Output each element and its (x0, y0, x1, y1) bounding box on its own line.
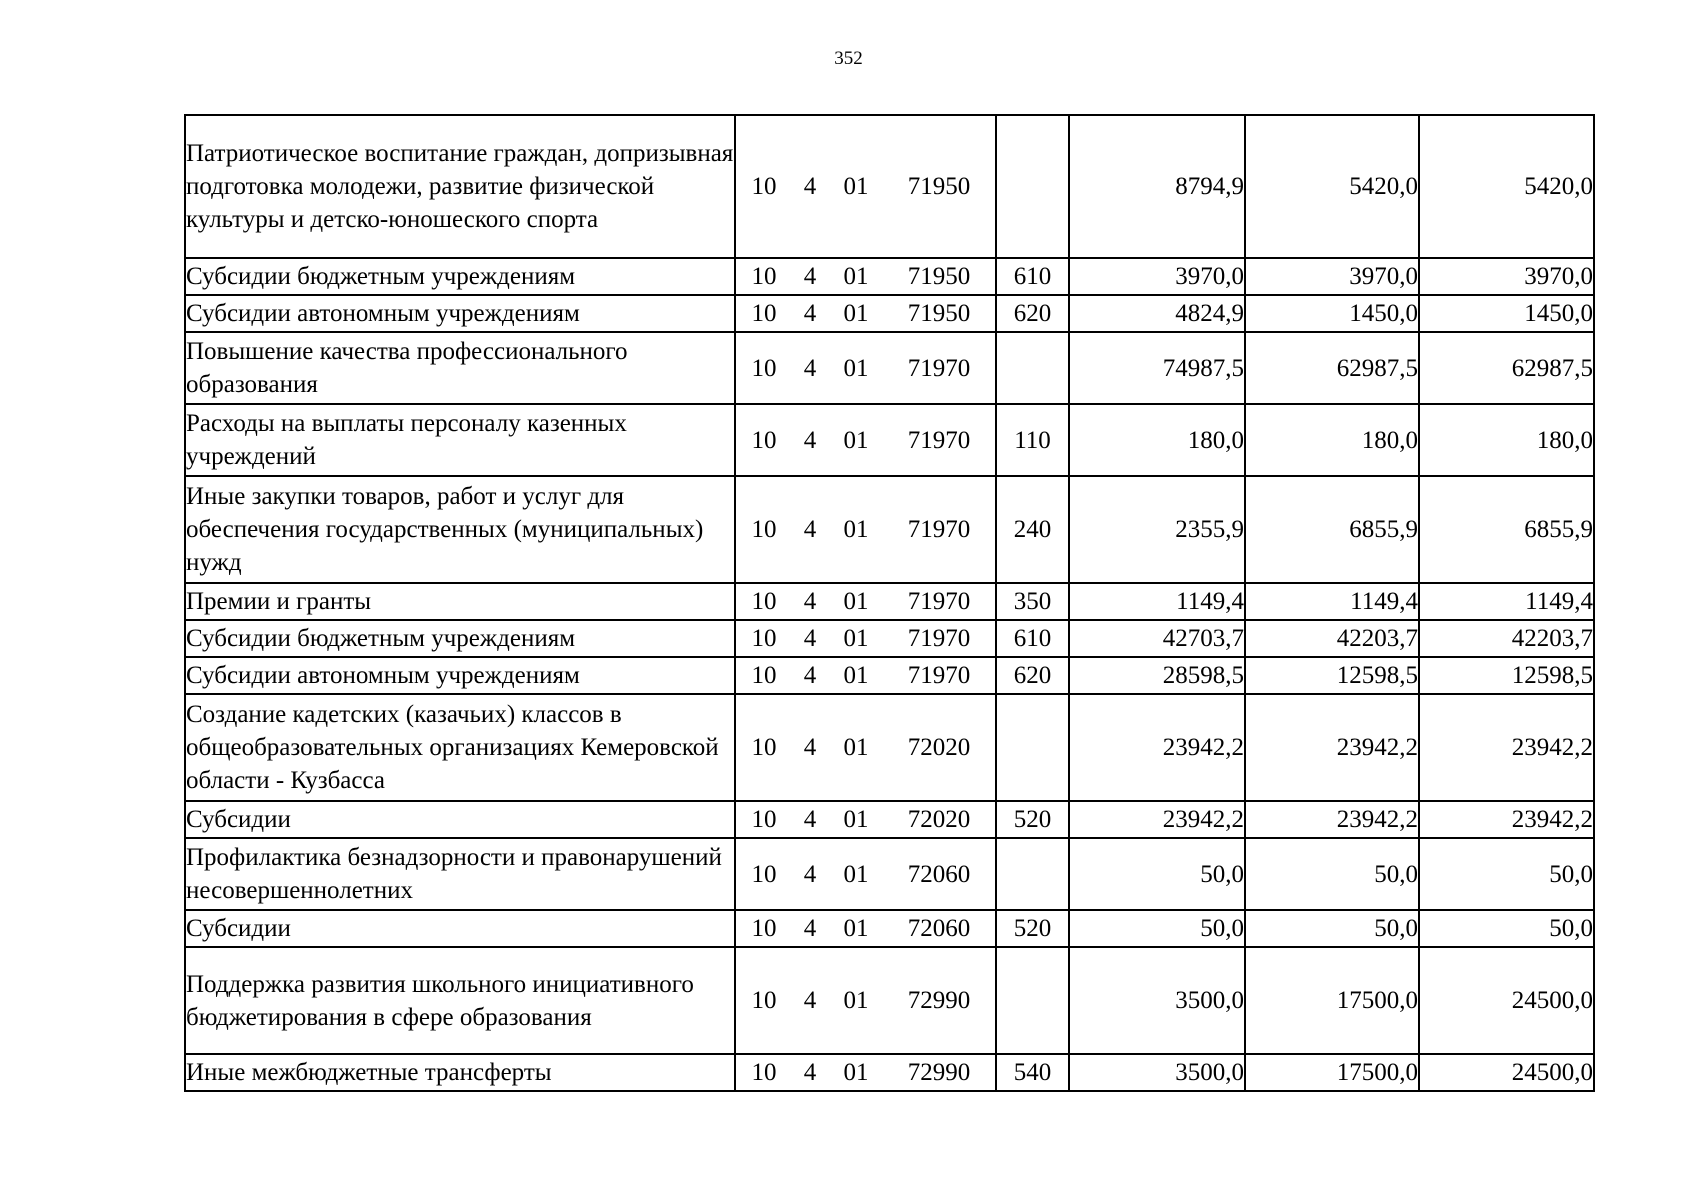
code-direction: 71970 (907, 662, 971, 689)
row-name: Субсидии автономным учреждениям (185, 657, 735, 694)
code-subprogram: 01 (843, 734, 869, 761)
budget-table (184, 114, 1595, 1092)
expense-type (996, 947, 1069, 1054)
amount-3: 24500,0 (1419, 1054, 1594, 1091)
amount-1: 4824,9 (1069, 295, 1245, 332)
code-direction: 71970 (907, 426, 971, 454)
code-subprogram: 01 (843, 1059, 869, 1086)
expense-type (996, 838, 1069, 910)
code-program: 4 (803, 426, 817, 454)
amount-3: 24500,0 (1419, 947, 1594, 1054)
amount-3: 12598,5 (1419, 657, 1594, 694)
code-direction: 72020 (907, 806, 971, 833)
amount-3: 1450,0 (1419, 295, 1594, 332)
expense-type: 610 (996, 620, 1069, 657)
row-name: Патриотическое воспитание граждан, допризывная подготовка молодежи, развитие физической культуры и детско-юношеского спорта (185, 115, 735, 258)
page-number: 352 (834, 48, 863, 69)
code-program: 4 (803, 915, 817, 942)
amount-1: 3970,0 (1069, 258, 1245, 295)
row-codes (735, 332, 996, 404)
amount-3: 180,0 (1419, 404, 1594, 476)
code-subprogram: 01 (843, 806, 869, 833)
row-codes (735, 620, 996, 657)
expense-type: 520 (996, 801, 1069, 838)
amount-1: 3500,0 (1069, 1054, 1245, 1091)
code-section: 10 (751, 354, 777, 382)
code-subprogram: 01 (843, 662, 869, 689)
code-program: 4 (803, 516, 817, 543)
row-codes (735, 657, 996, 694)
amount-1: 23942,2 (1069, 801, 1245, 838)
row-name: Профилактика безнадзорности и правонарушений несовершеннолетних (185, 838, 735, 910)
code-subprogram: 01 (843, 987, 869, 1014)
amount-3: 62987,5 (1419, 332, 1594, 404)
code-direction: 71970 (907, 625, 971, 652)
code-program: 4 (803, 173, 817, 200)
row-codes (735, 404, 996, 476)
row-name: Повышение качества профессионального образования (185, 332, 735, 404)
code-program: 4 (803, 354, 817, 382)
code-section: 10 (751, 173, 777, 200)
code-section: 10 (751, 625, 777, 652)
amount-3: 23942,2 (1419, 801, 1594, 838)
amount-1: 50,0 (1069, 838, 1245, 910)
amount-2: 1149,4 (1245, 583, 1419, 620)
amount-3: 1149,4 (1419, 583, 1594, 620)
amount-2: 17500,0 (1245, 1054, 1419, 1091)
amount-2: 42203,7 (1245, 620, 1419, 657)
row-name: Субсидии (185, 910, 735, 947)
amount-1: 3500,0 (1069, 947, 1245, 1054)
amount-1: 1149,4 (1069, 583, 1245, 620)
code-subprogram: 01 (843, 173, 869, 200)
code-program: 4 (803, 806, 817, 833)
row-codes (735, 115, 996, 258)
amount-3: 42203,7 (1419, 620, 1594, 657)
expense-type: 610 (996, 258, 1069, 295)
amount-1: 50,0 (1069, 910, 1245, 947)
row-codes (735, 1054, 996, 1091)
amount-3: 50,0 (1419, 910, 1594, 947)
amount-2: 1450,0 (1245, 295, 1419, 332)
row-name: Создание кадетских (казачьих) классов в общеобразовательных организациях Кемеровской области - Кузбасса (185, 694, 735, 801)
row-name: Субсидии бюджетным учреждениям (185, 620, 735, 657)
code-direction: 72990 (907, 1059, 971, 1086)
code-program: 4 (803, 588, 817, 615)
amount-1: 8794,9 (1069, 115, 1245, 258)
row-codes (735, 583, 996, 620)
code-section: 10 (751, 263, 777, 290)
row-name: Субсидии (185, 801, 735, 838)
row-codes (735, 801, 996, 838)
row-name: Иные закупки товаров, работ и услуг для обеспечения государственных (муниципальных) нужд (185, 476, 735, 583)
code-direction: 72020 (907, 734, 971, 761)
expense-type: 540 (996, 1054, 1069, 1091)
expense-type: 620 (996, 657, 1069, 694)
amount-1: 42703,7 (1069, 620, 1245, 657)
amount-1: 74987,5 (1069, 332, 1245, 404)
amount-2: 3970,0 (1245, 258, 1419, 295)
code-subprogram: 01 (843, 516, 869, 543)
row-codes (735, 694, 996, 801)
code-subprogram: 01 (843, 426, 869, 454)
table-body (185, 115, 1594, 1091)
amount-2: 50,0 (1245, 910, 1419, 947)
row-name: Субсидии бюджетным учреждениям (185, 258, 735, 295)
code-section: 10 (751, 588, 777, 615)
code-program: 4 (803, 734, 817, 761)
code-section: 10 (751, 1059, 777, 1086)
code-subprogram: 01 (843, 860, 869, 888)
code-direction: 71950 (907, 300, 971, 327)
row-name: Иные межбюджетные трансферты (185, 1054, 735, 1091)
code-program: 4 (803, 860, 817, 888)
amount-2: 50,0 (1245, 838, 1419, 910)
amount-2: 23942,2 (1245, 694, 1419, 801)
row-codes (735, 295, 996, 332)
row-name: Премии и гранты (185, 583, 735, 620)
amount-2: 17500,0 (1245, 947, 1419, 1054)
code-subprogram: 01 (843, 915, 869, 942)
code-program: 4 (803, 300, 817, 327)
code-subprogram: 01 (843, 625, 869, 652)
row-name: Субсидии автономным учреждениям (185, 295, 735, 332)
expense-type: 520 (996, 910, 1069, 947)
code-direction: 71950 (907, 263, 971, 290)
row-codes (735, 947, 996, 1054)
code-section: 10 (751, 915, 777, 942)
amount-2: 12598,5 (1245, 657, 1419, 694)
amount-2: 23942,2 (1245, 801, 1419, 838)
code-subprogram: 01 (843, 300, 869, 327)
code-direction: 71970 (907, 588, 971, 615)
code-direction: 71970 (907, 516, 971, 543)
code-subprogram: 01 (843, 588, 869, 615)
code-program: 4 (803, 662, 817, 689)
code-section: 10 (751, 806, 777, 833)
code-subprogram: 01 (843, 354, 869, 382)
amount-1: 2355,9 (1069, 476, 1245, 583)
row-name: Поддержка развития школьного инициативного бюджетирования в сфере образования (185, 947, 735, 1054)
code-section: 10 (751, 860, 777, 888)
amount-3: 23942,2 (1419, 694, 1594, 801)
amount-1: 180,0 (1069, 404, 1245, 476)
code-program: 4 (803, 263, 817, 290)
amount-1: 23942,2 (1069, 694, 1245, 801)
code-direction: 72060 (907, 860, 971, 888)
code-subprogram: 01 (843, 263, 869, 290)
row-codes (735, 476, 996, 583)
row-codes (735, 838, 996, 910)
row-codes (735, 910, 996, 947)
code-section: 10 (751, 662, 777, 689)
code-section: 10 (751, 426, 777, 454)
expense-type: 620 (996, 295, 1069, 332)
code-direction: 72060 (907, 915, 971, 942)
code-section: 10 (751, 516, 777, 543)
expense-type: 240 (996, 476, 1069, 583)
expense-type (996, 694, 1069, 801)
amount-3: 50,0 (1419, 838, 1594, 910)
amount-3: 3970,0 (1419, 258, 1594, 295)
amount-2: 180,0 (1245, 404, 1419, 476)
amount-3: 6855,9 (1419, 476, 1594, 583)
amount-2: 62987,5 (1245, 332, 1419, 404)
code-section: 10 (751, 300, 777, 327)
expense-type: 110 (996, 404, 1069, 476)
amount-2: 6855,9 (1245, 476, 1419, 583)
expense-type (996, 332, 1069, 404)
code-program: 4 (803, 987, 817, 1014)
amount-2: 5420,0 (1245, 115, 1419, 258)
code-program: 4 (803, 625, 817, 652)
code-section: 10 (751, 987, 777, 1014)
code-direction: 71950 (907, 173, 971, 200)
amount-3: 5420,0 (1419, 115, 1594, 258)
code-program: 4 (803, 1059, 817, 1086)
amount-1: 28598,5 (1069, 657, 1245, 694)
row-name: Расходы на выплаты персоналу казенных учреждений (185, 404, 735, 476)
expense-type: 350 (996, 583, 1069, 620)
code-section: 10 (751, 734, 777, 761)
row-codes (735, 258, 996, 295)
code-direction: 71970 (907, 354, 971, 382)
expense-type (996, 115, 1069, 258)
code-direction: 72990 (907, 987, 971, 1014)
